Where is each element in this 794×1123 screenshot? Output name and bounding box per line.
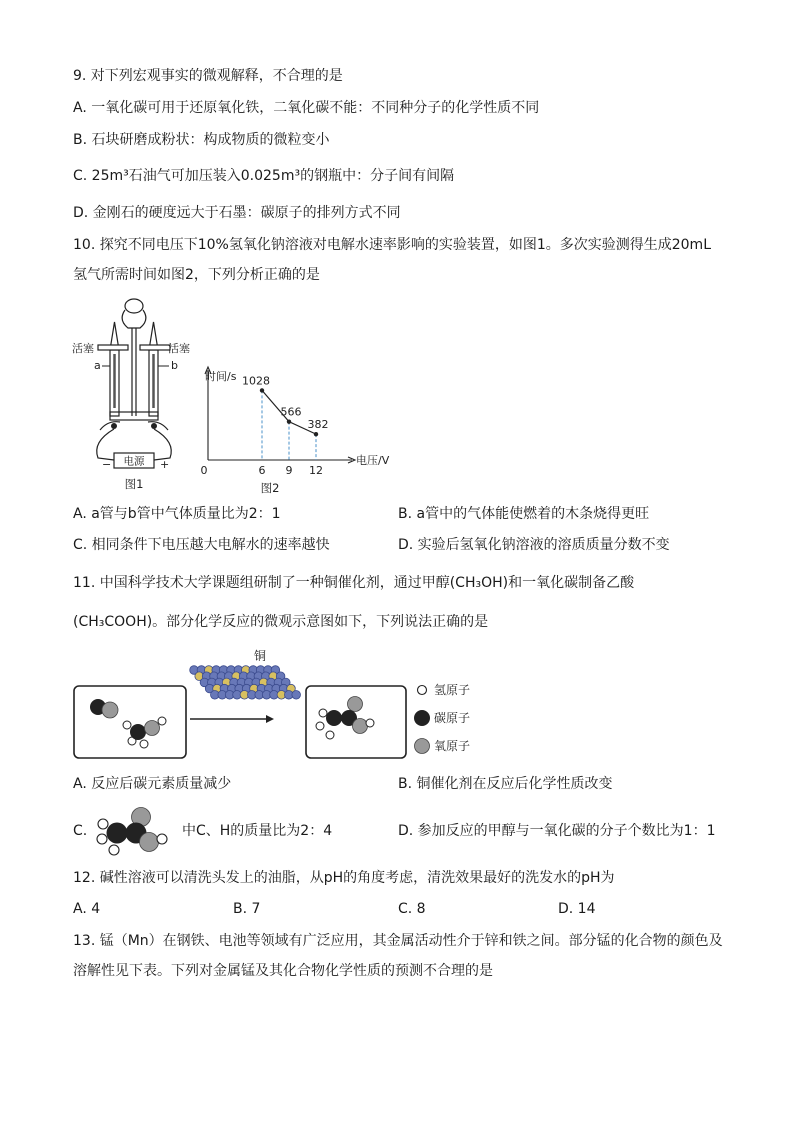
methanol-h-atom-3 [158, 717, 166, 725]
x-tick-6: 6 [258, 464, 266, 477]
wire-left [97, 429, 114, 460]
legend-oxygen-icon [415, 739, 430, 754]
acid-h-atom-4 [366, 719, 374, 727]
q11-stem-line2: (CH₃COOH)。部分化学反应的微观示意图如下，下列说法正确的是 [73, 614, 489, 630]
electrolysis-apparatus-figure [70, 292, 198, 494]
figure2-caption: 图2 [260, 481, 280, 495]
q12-option-c[interactable]: C. 8 [398, 901, 426, 917]
copper-catalyst-lattice [190, 666, 301, 699]
data-point-12 [314, 432, 318, 436]
x-tick-12: 12 [309, 464, 323, 477]
methanol-oxygen-atom [145, 721, 160, 736]
y-axis-label: 时间/s [205, 370, 237, 383]
q9-option-a[interactable]: A. 一氧化碳可用于还原氧化铁，二氧化碳不能：不同种分子的化学性质不同 [73, 100, 540, 116]
legend-hydrogen-label: 氢原子 [434, 683, 471, 697]
stopcock-left [98, 345, 128, 350]
methanol-h-atom-1 [123, 721, 131, 729]
reaction-diagram [70, 644, 490, 764]
wire-right [154, 429, 171, 460]
q11-option-a[interactable]: A. 反应后碳元素质量减少 [73, 776, 232, 792]
acid-h-atom-1 [319, 709, 327, 717]
origin-label: 0 [200, 464, 208, 477]
figure1-caption: 图1 [124, 477, 144, 491]
power-supply-label: 电源 [123, 455, 145, 468]
data-label-12: 382 [307, 418, 329, 432]
data-label-9: 566 [280, 405, 302, 419]
copper-atom [292, 691, 301, 700]
co-oxygen-atom [102, 702, 118, 718]
q11-option-d[interactable]: D. 参加反应的甲醇与一氧化碳的分子个数比为1：1 [398, 823, 716, 839]
methanol-h-atom-4 [140, 740, 148, 748]
acid-h-atom-2 [316, 722, 324, 730]
tube-b-label: b [171, 359, 178, 372]
acid-oxygen-atom-1 [348, 697, 363, 712]
x-axis-label: 电压/V [356, 454, 390, 467]
q9-option-c[interactable]: C. 25m³石油气可加压装入0.025m³的钢瓶中：分子间有间隔 [73, 168, 455, 184]
q12-stem: 12. 碱性溶液可以清洗头发上的油脂，从pH的角度考虑，清洗效果最好的洗发水的pH为 [73, 870, 615, 886]
q10-option-c[interactable]: C. 相同条件下电压越大电解水的速率越快 [73, 537, 330, 553]
legend-oxygen-label: 氧原子 [434, 739, 471, 753]
q10-stem-line1: 10. 探究不同电压下10%氢氧化钠溶液对电解水速率影响的实验装置，如图1。多次实验测得生成20mL [73, 237, 711, 253]
reservoir-bulb [125, 299, 143, 313]
tube-a-label: a [94, 359, 101, 372]
acid-carbon-atom-1 [326, 710, 342, 726]
q9-option-b[interactable]: B. 石块研磨成粉状：构成物质的微粒变小 [73, 132, 330, 148]
q10-option-a[interactable]: A. a管与b管中气体质量比为2：1 [73, 506, 281, 522]
q11-option-b[interactable]: B. 铜催化剂在反应后化学性质改变 [398, 776, 613, 792]
time-voltage-chart [196, 364, 402, 496]
legend-hydrogen-icon [418, 686, 427, 695]
q12-option-b[interactable]: B. 7 [233, 901, 261, 917]
x-tick-9: 9 [285, 464, 293, 477]
minus-sign: − [102, 458, 112, 471]
acid-h-atom-3 [326, 731, 334, 739]
copper-label: 铜 [253, 649, 267, 663]
stopcock-right [140, 345, 170, 350]
legend-carbon-label: 碳原子 [434, 711, 471, 725]
q10-stem-line2: 氢气所需时间如图2，下列分析正确的是 [73, 267, 320, 283]
data-point-6 [260, 388, 264, 392]
q12-option-a[interactable]: A. 4 [73, 901, 101, 917]
q11-stem-line1: 11. 中国科学技术大学课题组研制了一种铜催化剂，通过甲醇(CH₃OH)和一氧化碳制备乙酸 [73, 575, 635, 591]
plus-sign: + [160, 458, 170, 471]
acid-oxygen-atom-2 [353, 719, 368, 734]
stopcock-right-label: 活塞 [168, 342, 190, 355]
legend-carbon-icon [414, 710, 430, 726]
data-point-9 [287, 419, 291, 423]
q9-option-d[interactable]: D. 金刚石的硬度远大于石墨：碳原子的排列方式不同 [73, 205, 401, 221]
q10-option-b[interactable]: B. a管中的气体能使燃着的木条烧得更旺 [398, 506, 650, 522]
q11-option-c-text[interactable]: 中C、H的质量比为2：4 [182, 823, 333, 839]
q10-option-d[interactable]: D. 实验后氢氧化钠溶液的溶质质量分数不变 [398, 537, 670, 553]
q9-stem: 9. 对下列宏观事实的微观解释，不合理的是 [73, 68, 343, 84]
stopcock-left-label: 活塞 [72, 342, 94, 355]
methanol-carbon-atom [130, 724, 146, 740]
q13-stem-line1: 13. 锰（Mn）在钢铁、电池等领域有广泛应用，其金属活动性介于锌和铁之间。部分锰的化合物的颜色及 [73, 933, 723, 949]
q13-stem-line2: 溶解性见下表。下列对金属锰及其化合物化学性质的预测不合理的是 [73, 963, 493, 979]
q12-option-d[interactable]: D. 14 [558, 901, 596, 917]
data-label-6: 1028 [242, 374, 270, 388]
acetic-acid-molecule [92, 806, 176, 856]
q11-option-c-prefix[interactable]: C. [73, 823, 88, 839]
